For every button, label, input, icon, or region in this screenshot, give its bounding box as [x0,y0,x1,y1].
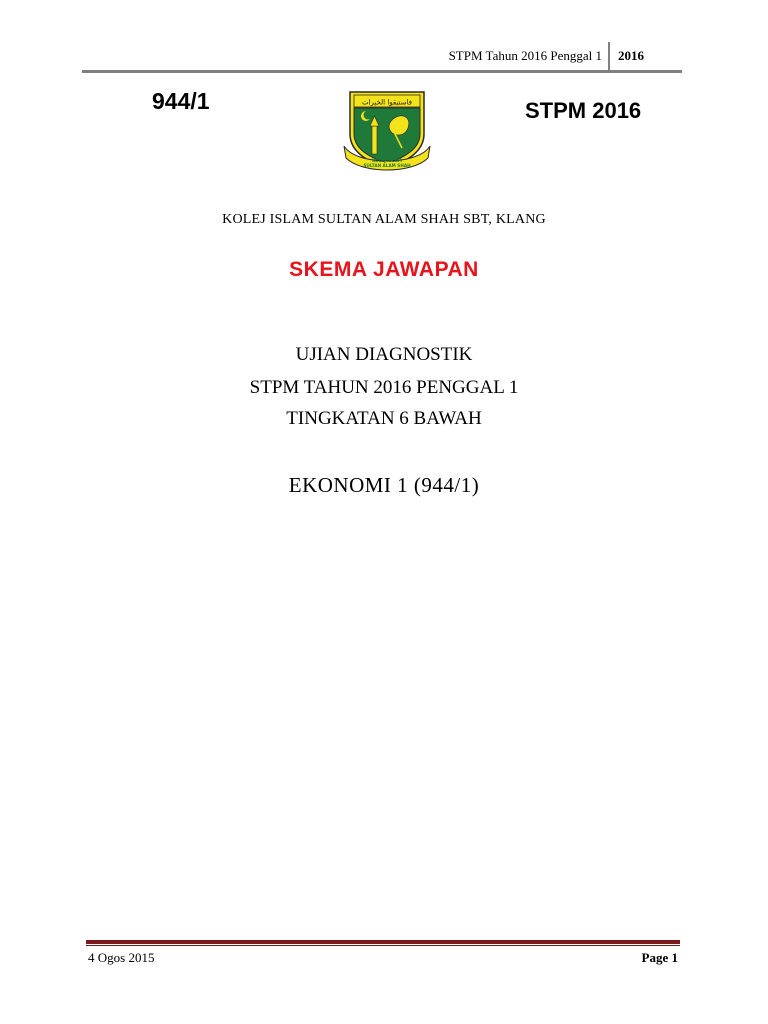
svg-text:KOLEJ ISLAM: KOLEJ ISLAM [372,158,402,163]
exam-line-2: STPM TAHUN 2016 PENGGAL 1 [249,377,519,398]
svg-text:SULTAN ALAM SHAH: SULTAN ALAM SHAH [363,163,411,168]
paper-code: 944/1 [152,88,210,114]
footer-rule-thin [86,945,680,946]
running-header-year: 2016 [618,48,644,63]
exam-label: STPM 2016 [525,98,642,123]
school-name: KOLEJ ISLAM SULTAN ALAM SHAH SBT, KLANG [222,212,546,227]
exam-line-1: UJIAN DIAGNOSTIK [295,344,473,365]
footer-date: 4 Ogos 2015 [88,950,155,965]
svg-text:فاستبقوا الخيرات: فاستبقوا الخيرات [361,98,413,107]
running-header-title: STPM Tahun 2016 Penggal 1 [448,48,602,63]
page-number: Page 1 [641,950,678,965]
subject-title: EKONOMI 1 (944/1) [288,473,480,497]
header-divider [608,42,610,70]
footer-rule [86,940,680,944]
header-rule [82,70,682,73]
document-title: SKEMA JAWAPAN [289,258,479,281]
school-crest-logo [342,86,432,176]
exam-line-3: TINGKATAN 6 BAWAH [286,408,482,429]
